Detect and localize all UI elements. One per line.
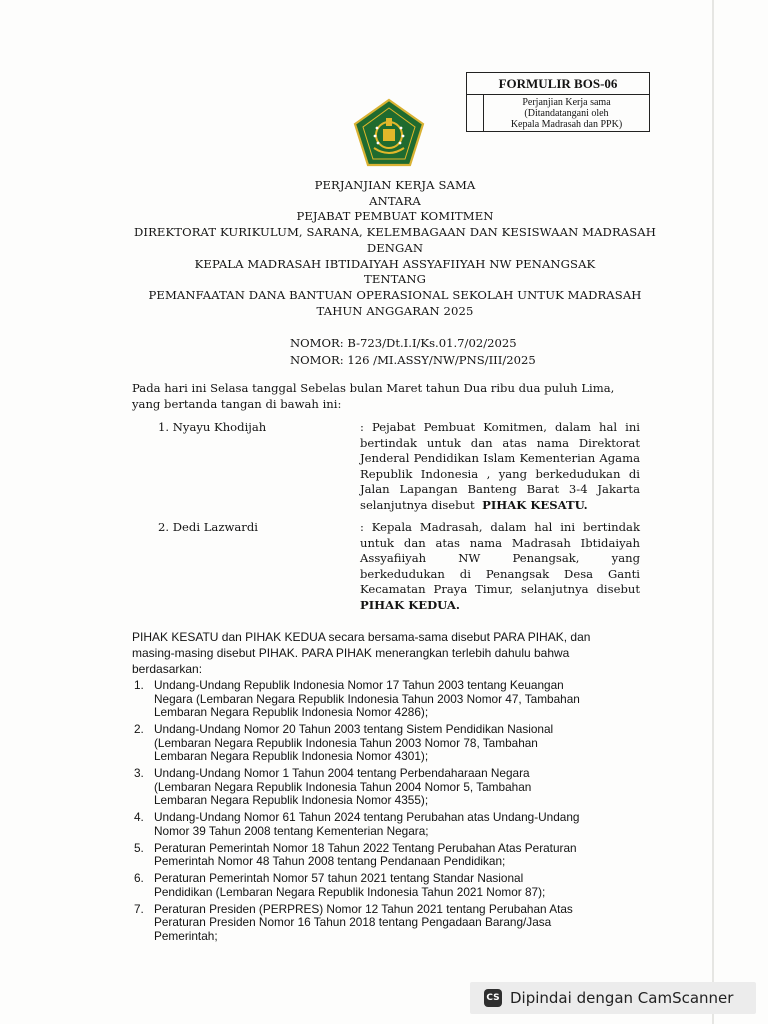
list-item [132,767,642,808]
camscanner-watermark [470,982,756,1014]
intro-line: yang bertanda tangan di bawah ini: [132,396,342,411]
document-number: NOMOR: 126 /MI.ASSY/NW/PNS/III/2025 [290,352,536,367]
list-line: (Lembaran Negara Republik Indonesia Tahun 2004 Nomor 5, Tambahan [154,779,532,794]
list-number: 2. [134,722,144,737]
list-line: Peraturan Pemerintah Nomor 57 tahun 2021 tentang Standar Nasional [154,871,524,886]
form-subtitle [483,95,649,131]
list-line: Peraturan Presiden Nomor 16 Tahun 2018 tentang Pengadaan Barang/Jasa [154,915,552,930]
party-desc-line: Kecamatan Praya Timur, selanjutnya disebut [360,582,640,597]
list-number: 1. [134,678,144,692]
title-line: PEMANFAATAN DANA BANTUAN OPERASIONAL SEKOLAH UNTUK MADRASAH [148,287,642,302]
list-number: 7. [134,901,144,916]
intro-paragraph [132,381,640,412]
title-line: KEPALA MADRASAH IBTIDAIYAH ASSYAFIIYAH NW PENANGSAK [194,256,596,271]
party-1-name: 1. Nyayu Khodijah [158,420,267,434]
list-item [132,811,642,838]
party-designation: PIHAK KEDUA. [360,597,460,612]
title-line: PERJANJIAN KERJA SAMA [314,178,476,192]
list-item [132,723,642,764]
page-edge [712,0,714,1024]
party-2-name: 2. Dedi Lazwardi [158,520,258,534]
list-item [132,842,642,869]
title-line: DENGAN [366,240,424,255]
party-2-description [360,520,640,614]
list-line: Peraturan Pemerintah Nomor 18 Tahun 2022 Tentang Perubahan Atas Peraturan [154,840,577,855]
list-line: Undang-Undang Nomor 61 Tahun 2024 tentang Perubahan atas Undang-Undang [154,810,580,825]
list-line: (Lembaran Negara Republik Indonesia Tahun 2003 Nomor 78, Tambahan [154,735,538,750]
list-line: Nomor 39 Tahun 2008 tentang Kementerian Negara; [154,823,429,838]
form-label-box [466,72,650,132]
party-1-description [360,420,640,514]
party-desc-line: Assyafiiyah NW Penangsak, yang [360,551,640,566]
list-item [132,872,642,899]
list-line: Peraturan Presiden (PERPRES) Nomor 12 Tahun 2021 tentang Perubahan Atas [154,901,573,916]
intro-line: Pada hari ini Selasa tanggal Sebelas bulan Maret tahun Dua ribu dua puluh Lima, [132,381,615,395]
party-desc-line: Jalan Lapangan Banteng Barat 3-4 Jakarta [360,482,640,497]
legal-basis-list [132,679,642,947]
para-line: masing-masing disebut PIHAK. PARA PIHAK menerangkan terlebih dahulu bahwa [132,645,570,660]
party-desc-line: : Pejabat Pembuat Komitmen, dalam hal ini [360,420,640,434]
list-line: Pemerintah; [154,928,218,943]
watermark-text: Dipindai dengan CamScanner [510,989,734,1007]
agreement-title [130,178,660,319]
list-number: 6. [134,871,144,886]
title-line: DIREKTORAT KURIKULUM, SARANA, KELEMBAGAAN DAN KESISWAAN MADRASAH [134,225,656,240]
party-desc-line: Republik Indonesia , yang berkedudukan di [360,466,640,481]
list-number: 4. [134,810,144,825]
list-line: Lembaran Negara Republik Indonesia Nomor 4355); [154,793,429,808]
form-subtitle-line: Kepala Madrasah dan PPK) [510,119,623,130]
para-pihak-paragraph [132,630,640,677]
party-desc-line: : Kepala Madrasah, dalam hal ini bertindak [360,520,640,534]
document-number: NOMOR: B-723/Dt.I.I/Ks.01.7/02/2025 [290,336,517,350]
list-line: Undang-Undang Nomor 20 Tahun 2003 tentang Sistem Pendidikan Nasional [154,722,554,737]
list-item [132,679,642,720]
form-title: FORMULIR BOS-06 [467,73,649,95]
para-line: berdasarkan: [132,661,203,676]
title-line: PEJABAT PEMBUAT KOMITMEN [296,209,494,224]
list-line: Undang-Undang Republik Indonesia Nomor 17 Tahun 2003 tentang Keuangan [154,678,564,692]
form-subtitle-line: Perjanjian Kerja sama [522,97,611,108]
list-line: Undang-Undang Nomor 1 Tahun 2004 tentang Perbendaharaan Negara [154,766,530,781]
para-line: PIHAK KESATU dan PIHAK KEDUA secara bersama-sama disebut PARA PIHAK, dan [132,630,591,644]
party-desc-prefix: selanjutnya disebut [360,497,475,512]
list-line: Pemerintah Nomor 48 Tahun 2008 tentang Pendanaan Pendidikan; [154,854,506,869]
party-designation: PIHAK KESATU. [482,497,588,512]
list-number: 5. [134,840,144,855]
kementerian-agama-logo-icon [352,98,426,168]
title-line: TAHUN ANGGARAN 2025 [316,303,474,318]
list-line: Pendidikan (Lembaran Negara Republik Indonesia Tahun 2021 Nomor 87); [154,884,546,899]
list-item [132,903,642,944]
list-number: 3. [134,766,144,781]
camscanner-logo-icon: CS [484,989,502,1007]
list-line: Lembaran Negara Republik Indonesia Nomor 4286); [154,705,429,720]
party-desc-line: berkedudukan di Penangsak Desa Ganti [360,566,640,581]
list-line: Lembaran Negara Republik Indonesia Nomor 4301); [154,749,429,764]
party-desc-line: untuk dan atas nama Madrasah Ibtidaiyah [360,535,640,550]
form-subtitle-line: (Ditandatangani oleh [524,108,609,119]
party-desc-line: Jenderal Pendidikan Islam Kementerian Agama [360,451,640,466]
document-numbers [290,335,536,368]
title-line: TENTANG [364,272,426,287]
list-line: Negara (Lembaran Negara Republik Indonesia Tahun 2003 Nomor 47, Tambahan [154,691,580,706]
party-desc-last-line [360,498,640,514]
party-desc-line: bertindak untuk dan atas nama Direktorat [360,435,640,450]
title-line: ANTARA [369,193,421,208]
